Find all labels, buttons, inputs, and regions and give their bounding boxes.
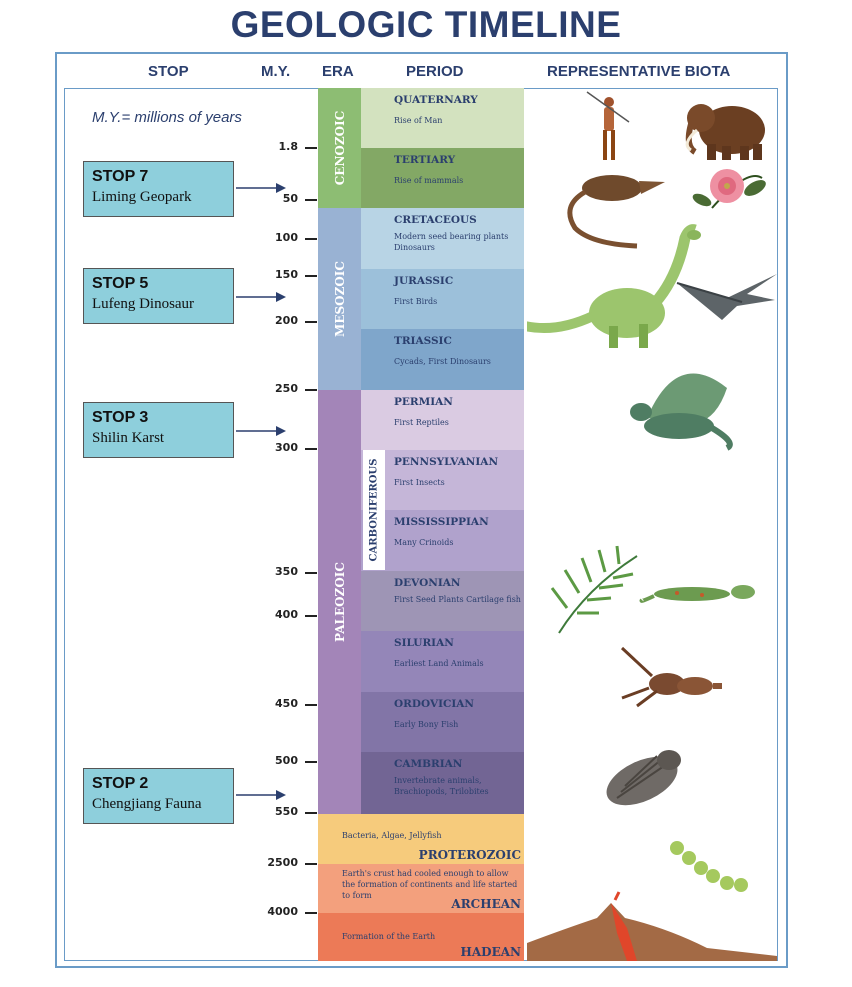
period-desc: Earliest Land Animals	[394, 659, 484, 668]
period-desc: First Birds	[394, 297, 438, 306]
stop-2-arrow-icon	[236, 788, 286, 802]
my-tick	[305, 321, 317, 323]
period-name: PERMIAN	[394, 396, 453, 408]
period-desc: Rise of Man	[394, 116, 443, 125]
stop-5-box	[83, 268, 234, 324]
eon-desc: Bacteria, Algae, Jellyfish	[342, 831, 442, 840]
period-silurian	[361, 631, 524, 692]
my-tick	[305, 147, 317, 149]
eon-archean	[318, 864, 524, 913]
period-desc: Cycads, First Dinosaurs	[394, 357, 491, 366]
my-tick	[305, 238, 317, 240]
magnolia-flower-icon	[691, 169, 769, 209]
period-triassic	[361, 329, 524, 390]
sea-scorpion-icon	[622, 648, 722, 706]
eon-desc: Formation of the Earth	[342, 932, 436, 941]
archaeopteryx-icon	[677, 274, 777, 320]
era-label: CENOZOIC	[332, 110, 347, 186]
dimetrodon-icon	[630, 373, 730, 448]
my-tick	[305, 615, 317, 617]
stop-label: STOP 5	[92, 275, 149, 292]
trilobite-icon	[599, 747, 685, 815]
period-desc: Invertebrate animals, Brachiopods, Trilobites	[394, 776, 489, 796]
amphibian-icon	[642, 585, 756, 601]
period-name: TERTIARY	[394, 154, 456, 166]
eon-name: HADEAN	[460, 945, 521, 959]
stop-2-box	[83, 768, 234, 824]
my-tick	[305, 704, 317, 706]
stop-place: Chengjiang Fauna	[92, 796, 202, 812]
header-biota: REPRESENTATIVE BIOTA	[547, 63, 731, 80]
my-label: 4000	[267, 905, 298, 918]
stop-place: Liming Geopark	[92, 189, 192, 205]
period-desc: First Seed Plants Cartilage fish	[394, 595, 521, 604]
my-label: 200	[275, 314, 298, 327]
period-name: DEVONIAN	[394, 577, 461, 589]
period-name: CAMBRIAN	[394, 758, 463, 770]
my-label: 550	[275, 805, 298, 818]
period-name: QUATERNARY	[394, 94, 478, 106]
stop-3-box	[83, 402, 234, 458]
my-label: 1.8	[278, 140, 298, 153]
bacteria-chain-icon	[670, 841, 748, 892]
period-name: PENNSYLVANIAN	[394, 456, 499, 468]
period-jurassic	[361, 269, 524, 329]
units-note: M.Y.= millions of years	[92, 109, 242, 126]
my-tick	[305, 572, 317, 574]
period-permian	[361, 390, 524, 450]
period-cambrian	[361, 752, 524, 814]
stop-label: STOP 2	[92, 775, 149, 792]
stop-5-arrow-icon	[236, 290, 286, 304]
period-desc: Many Crinoids	[394, 538, 454, 547]
my-label: 250	[275, 382, 298, 395]
my-tick	[305, 448, 317, 450]
my-label: 100	[275, 231, 298, 244]
my-label: 500	[275, 754, 298, 767]
period-pennsylvanian	[361, 450, 524, 510]
stop-label: STOP 7	[92, 168, 149, 185]
period-devonian	[361, 571, 524, 631]
period-cretaceous	[361, 208, 524, 269]
eon-desc: Earth's crust had cooled enough to allow the formation of continents and life started to form	[342, 869, 518, 900]
carboniferous-label: CARBONIFEROUS	[368, 458, 380, 562]
eon-name: ARCHEAN	[451, 897, 521, 911]
header-era: ERA	[322, 63, 354, 80]
eon-hadean	[318, 913, 524, 961]
stop-place: Shilin Karst	[92, 430, 165, 446]
period-desc: Modern seed bearing plants Dinosaurs	[394, 232, 509, 252]
era-label: PALEOZOIC	[332, 562, 347, 642]
sauropod-dinosaur-icon	[527, 230, 701, 348]
period-name: JURASSIC	[394, 275, 454, 287]
my-tick	[305, 912, 317, 914]
my-tick	[305, 761, 317, 763]
period-desc: Rise of mammals	[394, 176, 464, 185]
my-tick	[305, 199, 317, 201]
era-paleozoic	[318, 390, 361, 814]
carboniferous-bracket	[363, 450, 385, 570]
my-label: 450	[275, 697, 298, 710]
my-label: 2500	[267, 856, 298, 869]
period-mississippian	[361, 510, 524, 571]
page-title: GEOLOGIC TIMELINE	[230, 4, 622, 45]
early-human-icon	[587, 92, 629, 160]
stop-3-arrow-icon	[236, 424, 286, 438]
period-name: CRETACEOUS	[394, 214, 477, 226]
era-cenozoic	[318, 88, 361, 208]
period-quaternary	[361, 88, 524, 148]
shrew-mammal-icon	[570, 175, 665, 246]
header-period: PERIOD	[406, 63, 464, 80]
period-desc: Early Bony Fish	[394, 720, 459, 729]
my-label: 400	[275, 608, 298, 621]
era-mesozoic	[318, 208, 361, 390]
volcano-icon	[527, 892, 777, 961]
fern-plant-icon	[552, 546, 637, 633]
my-label: 350	[275, 565, 298, 578]
my-tick	[305, 389, 317, 391]
period-name: SILURIAN	[394, 637, 454, 649]
era-label: MESOZOIC	[332, 261, 347, 337]
my-label: 50	[282, 192, 298, 205]
my-label: 150	[275, 268, 298, 281]
my-tick	[305, 863, 317, 865]
stop-place: Lufeng Dinosaur	[92, 296, 195, 312]
stop-label: STOP 3	[92, 409, 149, 426]
period-desc: First Reptiles	[394, 418, 449, 427]
period-name: MISSISSIPPIAN	[394, 516, 489, 528]
biota-illustrations	[527, 88, 777, 961]
header-stop: STOP	[148, 63, 189, 80]
header-my: M.Y.	[261, 63, 291, 80]
stop-7-arrow-icon	[236, 181, 286, 195]
period-ordovician	[361, 692, 524, 752]
period-desc: First Insects	[394, 478, 445, 487]
my-tick	[305, 275, 317, 277]
stop-7-box	[83, 161, 234, 217]
period-tertiary	[361, 148, 524, 208]
my-label: 300	[275, 441, 298, 454]
eon-proterozoic	[318, 814, 524, 864]
my-tick	[305, 812, 317, 814]
period-name: ORDOVICIAN	[394, 698, 475, 710]
period-name: TRIASSIC	[394, 335, 452, 347]
eon-name: PROTEROZOIC	[418, 848, 521, 862]
mammoth-icon	[687, 104, 765, 160]
